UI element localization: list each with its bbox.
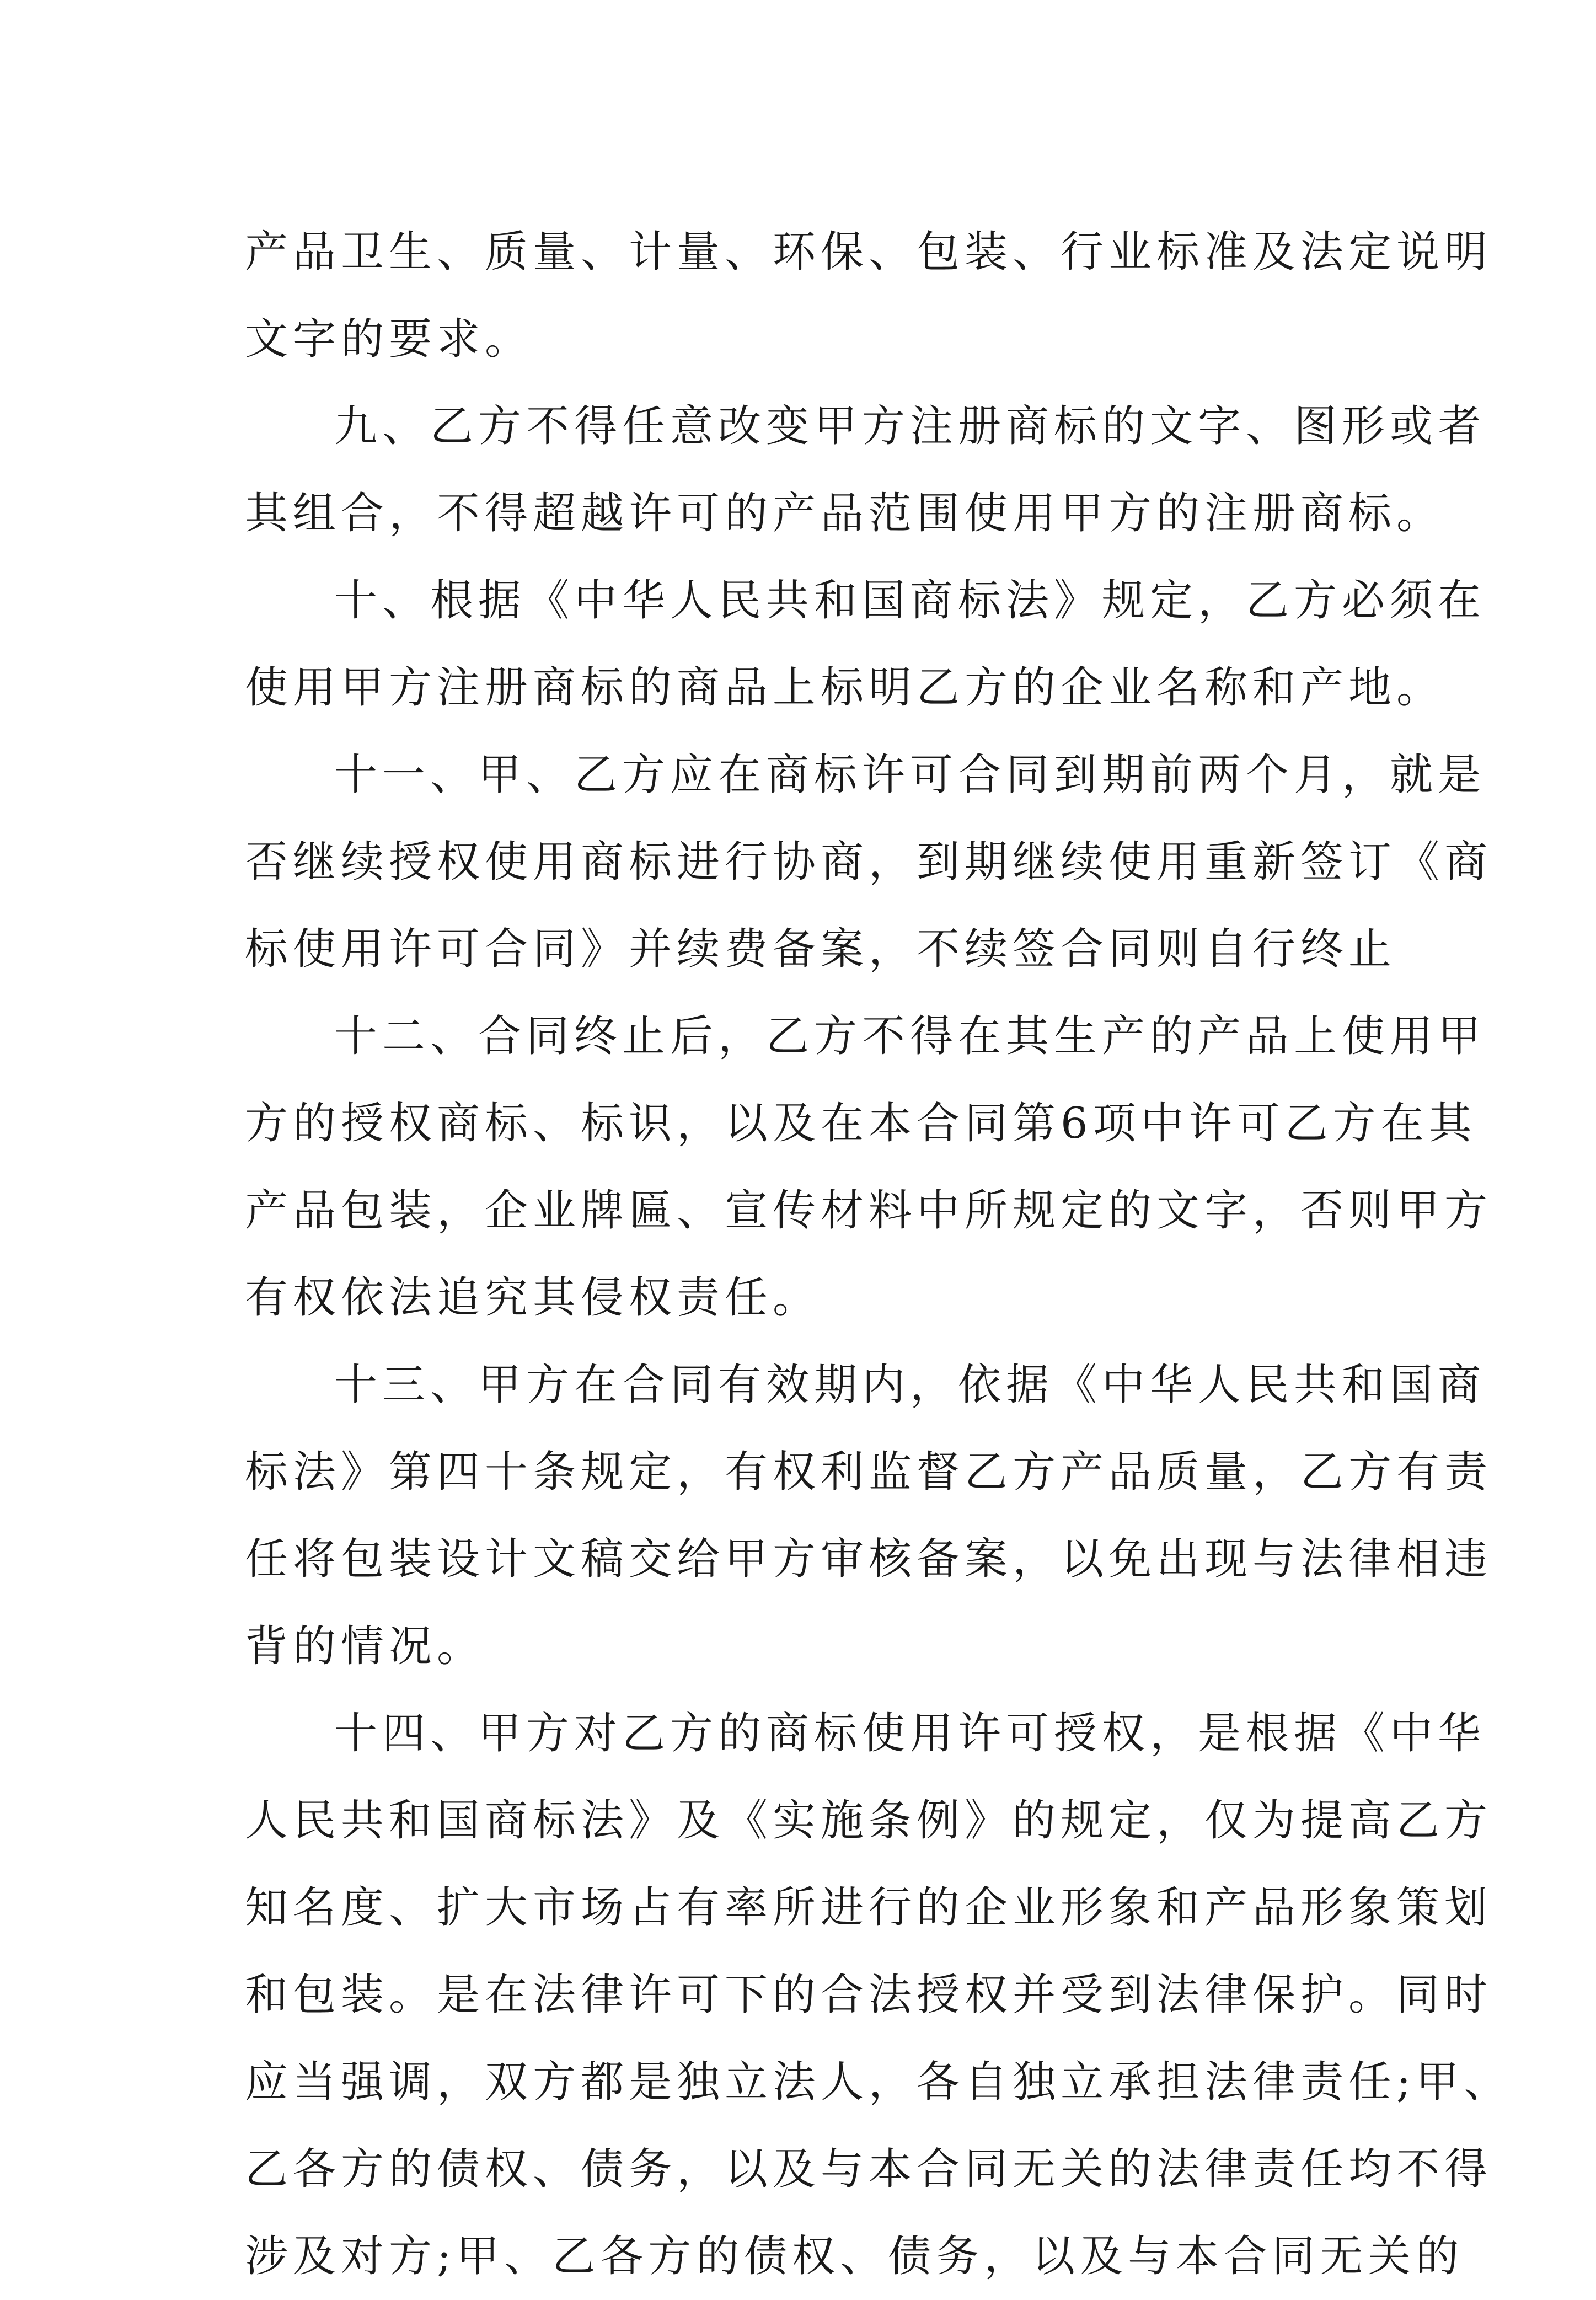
text-line: 任将包装设计文稿交给甲方审核备案，以免出现与法律相违 [245, 1534, 1493, 1584]
text-line: 应当强调，双方都是独立法人，各自独立承担法律责任;甲、 [245, 2057, 1512, 2107]
text-line: 有权依法追究其侵权责任。 [245, 1273, 821, 1323]
text-line: 涉及对方;甲、乙各方的债权、债务，以及与本合同无关的 [245, 2232, 1464, 2281]
text-line: 人民共和国商标法》及《实施条例》的规定，仅为提高乙方 [245, 1796, 1493, 1846]
text-line: 标法》第四十条规定，有权利监督乙方产品质量，乙方有责 [245, 1447, 1493, 1497]
text-line: 和包装。是在法律许可下的合法授权并受到法律保护。同时 [245, 1970, 1493, 2020]
text-line: 文字的要求。 [245, 314, 533, 364]
text-line: 标使用许可合同》并续费备案，不续签合同则自行终止 [245, 924, 1397, 974]
text-line: 产品卫生、质量、计量、环保、包装、行业标准及法定说明 [245, 227, 1493, 277]
text-line: 背的情况。 [245, 1622, 485, 1671]
text-line: 其组合，不得超越许可的产品范围使用甲方的注册商标。 [245, 489, 1445, 538]
clause-10-start: 十、根据《中华人民共和国商标法》规定，乙方必须在 [334, 576, 1486, 625]
text-line: 乙各方的债权、债务，以及与本合同无关的法律责任均不得 [245, 2144, 1493, 2194]
clause-12-start: 十二、合同终止后，乙方不得在其生产的产品上使用甲 [334, 1012, 1486, 1061]
text-line: 否继续授权使用商标进行协商，到期继续使用重新签订《商 [245, 837, 1493, 887]
clause-13-start: 十三、甲方在合同有效期内，依据《中华人民共和国商 [334, 1360, 1486, 1410]
text-line: 使用甲方注册商标的商品上标明乙方的企业名称和产地。 [245, 663, 1445, 713]
clause-11-start: 十一、甲、乙方应在商标许可合同到期前两个月，就是 [334, 750, 1486, 800]
text-line: 产品包装，企业牌匾、宣传材料中所规定的文字，否则甲方 [245, 1186, 1493, 1235]
clause-9-start: 九、乙方不得任意改变甲方注册商标的文字、图形或者 [334, 402, 1486, 451]
clause-14-start: 十四、甲方对乙方的商标使用许可授权，是根据《中华 [334, 1709, 1486, 1758]
document-body [245, 208, 1512, 2300]
text-line: 知名度、扩大市场占有率所进行的企业形象和产品形象策划 [245, 1883, 1493, 1933]
text-line: 方的授权商标、标识，以及在本合同第6项中许可乙方在其 [245, 1099, 1477, 1148]
